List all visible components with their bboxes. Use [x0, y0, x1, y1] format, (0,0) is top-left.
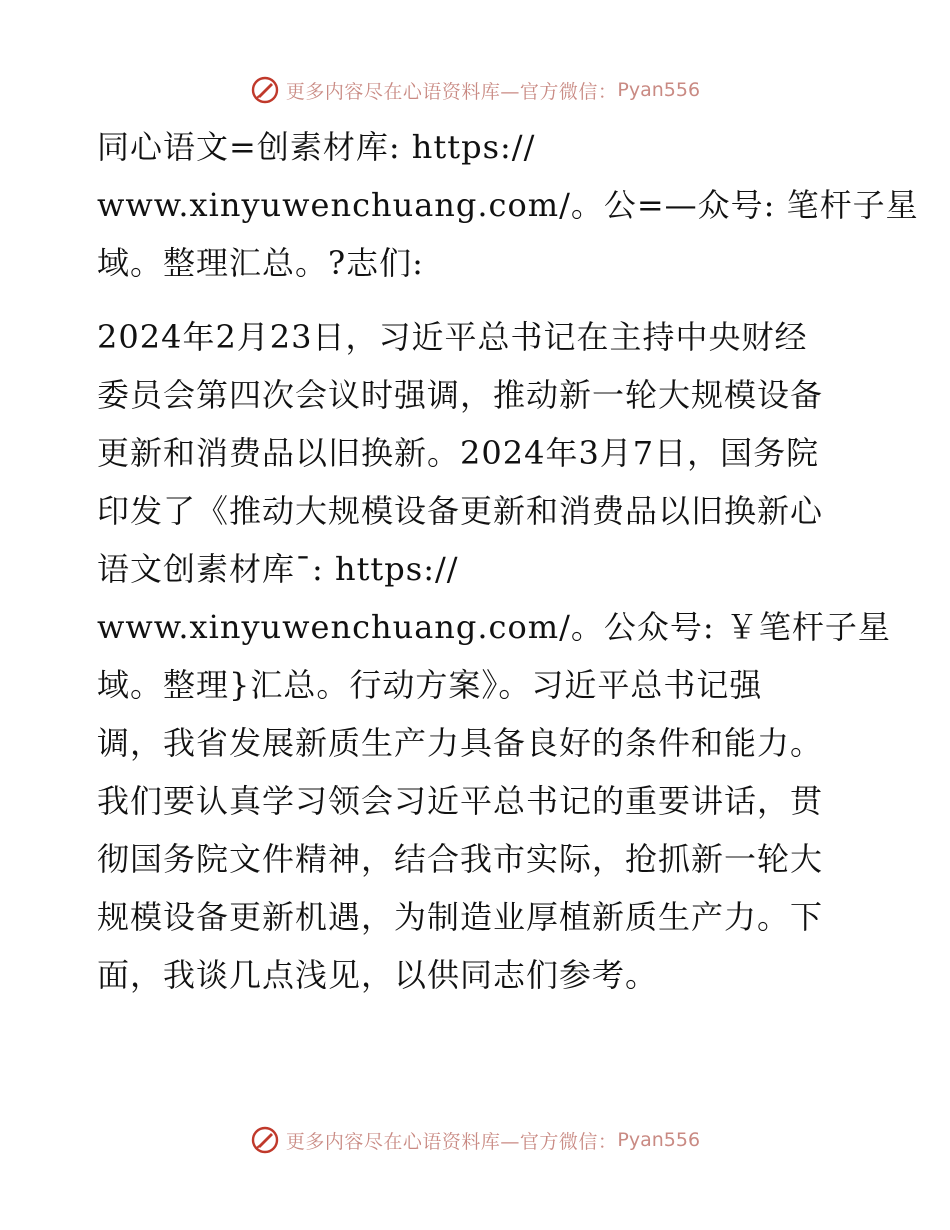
paragraph-line: 我们要认真学习领会习近平总书记的重要讲话，贯 — [97, 782, 824, 820]
quill-logo-icon — [250, 1125, 280, 1155]
paragraph-line: 调，我省发展新质生产力具备良好的条件和能力。 — [97, 724, 824, 762]
header-wechat-id: Pyan556 — [617, 79, 701, 101]
footer-banner-text: 更多内容尽在心语资料库—官方微信： — [285, 1130, 618, 1153]
paragraph-line: 域。整理汇总。?志们: — [97, 244, 424, 282]
header-banner — [0, 70, 950, 110]
paragraph-line: 2024年2月23日，习近平总书记在主持中央财经 — [97, 318, 808, 356]
paragraph-line: 同心语文=创素材库: https:// — [97, 128, 536, 166]
paragraph-line: 语文创素材库¯: https:// — [97, 550, 459, 588]
paragraph-line: 域。整理}汇总。行动方案》。习近平总书记强 — [97, 666, 763, 704]
document-body — [97, 118, 919, 1004]
paragraph-line: www.xinyuwenchuang.com/。公=—众号: 笔杆子星 — [97, 186, 919, 224]
quill-logo-icon — [250, 75, 280, 105]
paragraph-line: 彻国务院文件精神，结合我市实际，抢抓新一轮大 — [97, 840, 824, 878]
paragraph-line: 规模设备更新机遇，为制造业厚植新质生产力。下 — [97, 898, 824, 936]
paragraph-line: 面，我谈几点浅见，以供同志们参考。 — [97, 956, 659, 994]
paragraph-1 — [97, 118, 919, 292]
paragraph-2 — [97, 308, 891, 1004]
paragraph-line: 印发了《推动大规模设备更新和消费品以旧换新心 — [97, 492, 824, 530]
paragraph-line: www.xinyuwenchuang.com/。公众号: ￥笔杆子星 — [97, 608, 891, 646]
paragraph-line: 更新和消费品以旧换新。2024年3月7日，国务院 — [97, 434, 820, 472]
header-banner-text: 更多内容尽在心语资料库—官方微信： — [285, 80, 618, 103]
paragraph-line: 委员会第四次会议时强调，推动新一轮大规模设备 — [97, 376, 824, 414]
footer-banner — [0, 1120, 950, 1160]
footer-wechat-id: Pyan556 — [617, 1129, 701, 1151]
